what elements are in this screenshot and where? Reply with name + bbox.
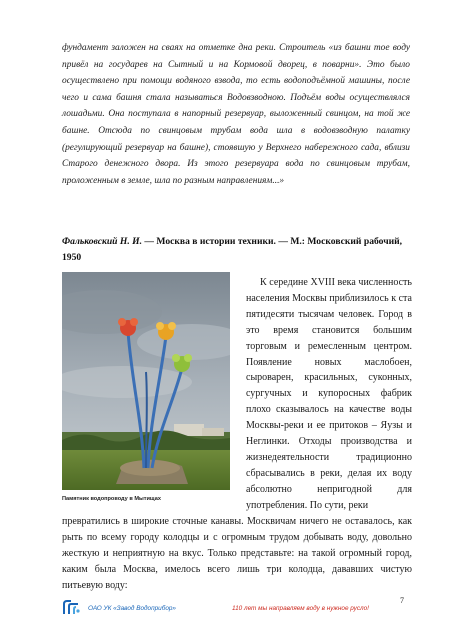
citation bbox=[62, 234, 412, 266]
citation-author: Фальковский Н. И. bbox=[62, 236, 143, 247]
footer-company: ОАО УК «Завод Водоприбор» bbox=[88, 605, 176, 612]
quote-block: фундамент заложен на сваях на отметке дна реки. Строитель «из башни тое воду привёл на государев на Сытный и на Кормовой дворец, в поварни». Это было осуществлено при помощи водяного взвода, то есть водоподъёмной машины, после чего и сама башня стала называться Водовзводною. Подъём воды осуществлялся лошадьми. Она поступала в напорный резервуар, выложенный свинцом, на той же башне. Отсюда по свинцовым трубам вода шла в водовзводную палатку (регулирующий резервуар на башне), стоявшую у Верхнего набережного сада, вблизи Старого денежного двора. Из этого резервуара вода по свинцовым трубам, проложенным в земле, шла по разным направлениям...» bbox=[62, 43, 410, 186]
citation-dash: — bbox=[142, 236, 157, 247]
body-full-text: превратились в широкие сточные канавы. Москвичам ничего не оставалось, как рыть по всему городу колодцы и с огромным трудом добывать воду, довольно жесткую и неприятную на вкус. Только представьте: на такой огромный город, каким была Москва, имелось всего лишь три колодца, дававших чистую питьевую воду: bbox=[62, 516, 412, 591]
company-logo-icon bbox=[62, 600, 80, 616]
citation-place: — М.: Московский рабочий, 1950 bbox=[62, 236, 403, 263]
body-column-paragraph: К середине XVIII века численность населения Москвы приблизилось к ста пятидесяти тысячам человек. Город в это время становится большим торговым и ремесленным центром. Появление новых маслобоен, сыроварен, красильных, суконных, сургучных и купоросных фабрик плохо сказывалось на качестве воды Москвы-реки и ее притоков – Яузы и Неглинки. Отходы производства и жизнедеятельности традиционно сбрасывались в реки, делая их воду абсолютно непригодной для употребления. По сути, реки bbox=[246, 277, 412, 511]
footer-slogan: 110 лет мы направляем воду в нужное русло! bbox=[232, 605, 369, 612]
citation-title: Москва в истории техники. bbox=[156, 236, 276, 247]
photo-caption: Памятник водопроводу в Мытищах bbox=[62, 496, 161, 502]
monument-photo bbox=[62, 272, 230, 490]
page-footer bbox=[62, 600, 414, 616]
page-number: 7 bbox=[400, 596, 404, 605]
body-column-text bbox=[246, 275, 412, 514]
